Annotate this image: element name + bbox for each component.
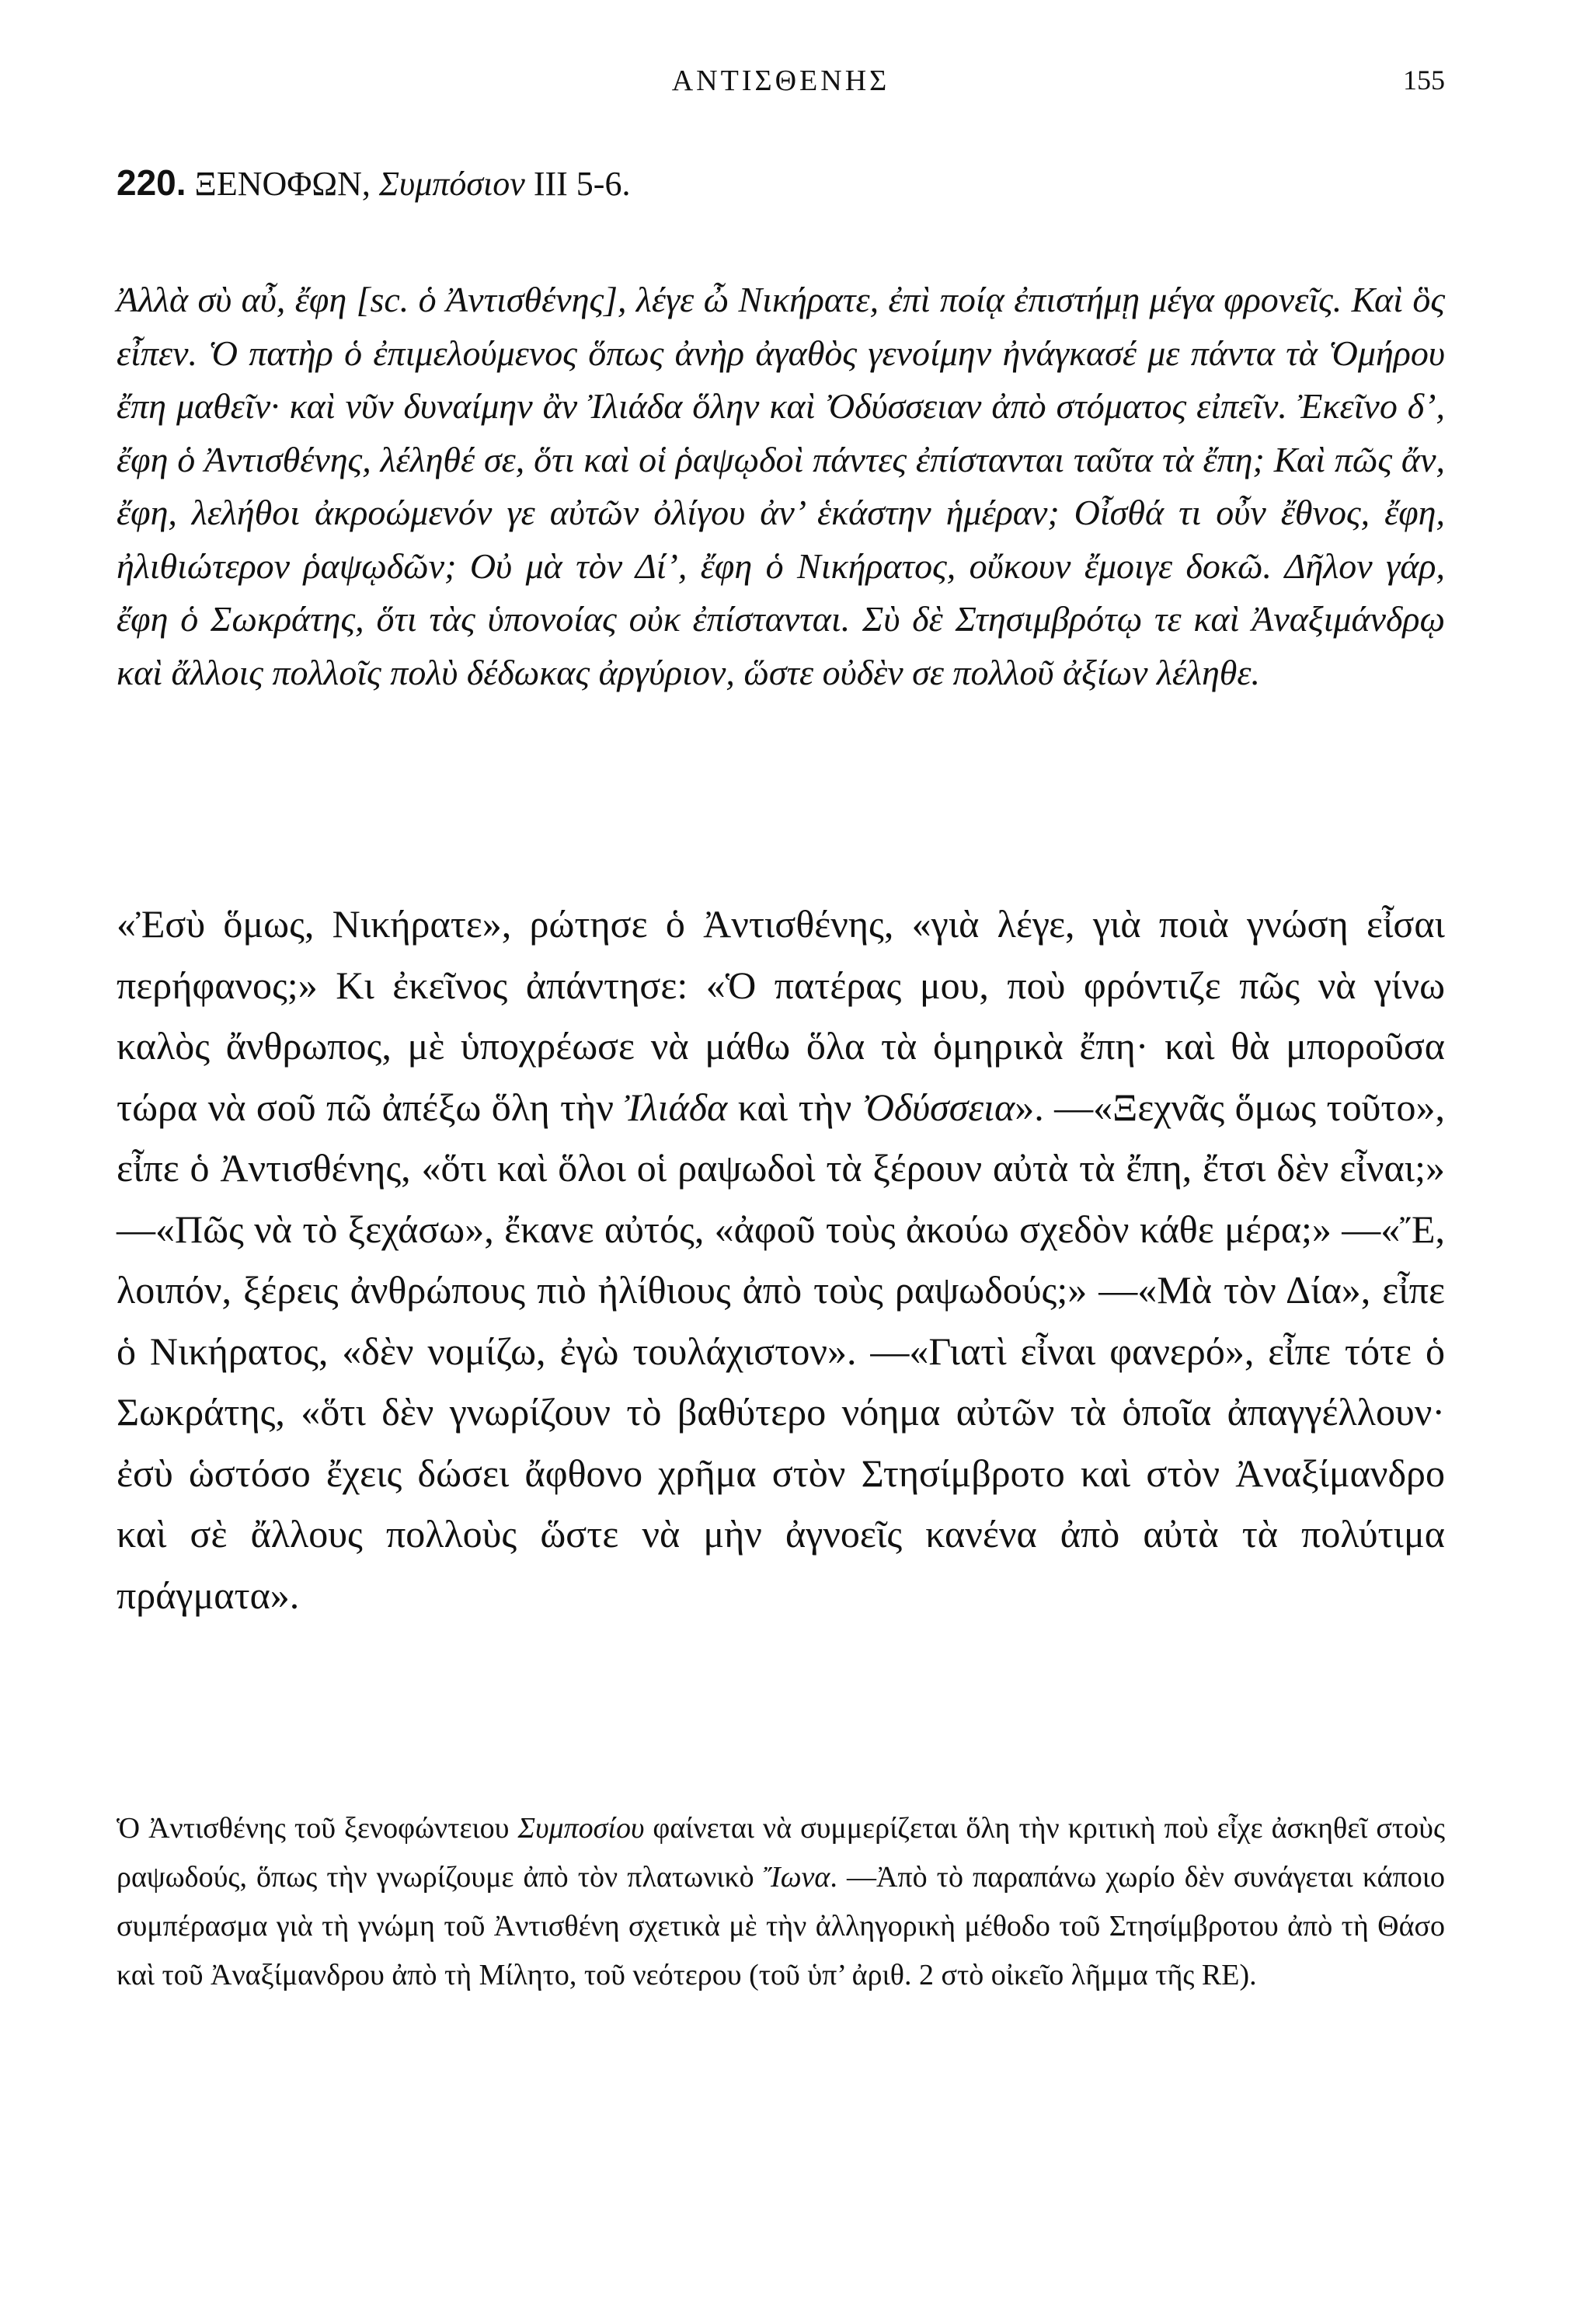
odyssey-title: Ὀδύσσεια [862,1085,1015,1129]
translation-conjunction: καὶ τὴν [727,1085,862,1129]
modern-greek-translation [117,894,1445,1625]
entry-reference: III 5-6. [533,165,631,203]
symposium-title: Συμποσίου [517,1812,645,1845]
commentary-part-1: Ὁ Ἀντισθένης τοῦ ξενοφώντειου [117,1812,518,1845]
entry-work-title: Συμπόσιον [378,165,525,203]
commentary-part-3: . —Ἀπὸ τὸ παραπάνω χωρίο δὲν συνάγεται κάποιο συμπέρασμα γιὰ τὴ γνώμη τοῦ Ἀντισθένη σχετικὰ μὲ τὴν ἀλληγορικὴ μέθοδο τοῦ Στησίμβροτου ἀπὸ τὴ Θάσο καὶ τοῦ Ἀναξίμανδρου ἀπὸ τὴ Μίλητο, τοῦ νεότερου (τοῦ ὑπ’ ἀριθ. 2 στὸ οἰκεῖο λῆμμα τῆς RE). [117,1861,1445,1991]
running-title: ΑΝΤΙΣΘΕΝΗΣ [671,64,890,97]
entry-heading [117,162,630,204]
entry-author: ΞΕΝΟΦΩΝ, [194,165,371,203]
book-page [117,0,1445,2324]
commentary-part-2: φαίνεται νὰ συμμερίζεται ὅλη τὴν κριτικὴ ποὺ εἶχε ἀσκηθεῖ στοὺς ραψωδούς, ὅπως τὴν γνωρίζουμε ἀπὸ τὸν πλατωνικὸ [117,1812,1445,1894]
page-number: 155 [1403,64,1445,96]
entry-number: 220. [117,162,186,203]
translation-part-1: «Ἐσὺ ὅμως, Νικήρατε», ρώτησε ὁ Ἀντισθένης, «γιὰ λέγε, γιὰ ποιὰ γνώση εἶσαι περήφανος;» Κι ἐκεῖνος ἀπάντησε: «Ὁ πατέρας μου, ποὺ φρόντιζε πῶς νὰ γίνω καλὸς ἄνθρωπος, μὲ ὑποχρέωσε νὰ μάθω ὅλα τὰ ὁμηρικὰ ἔπη· καὶ θὰ μποροῦσα τώρα νὰ σοῦ πῶ ἀπέξω ὅλη τὴν [117,902,1445,1129]
translation-part-2: ». —«Ξεχνᾶς ὅμως τοῦτο», εἶπε ὁ Ἀντισθένης, «ὅτι καὶ ὅλοι οἱ ραψωδοὶ τὰ ξέρουν αὐτὰ τὰ ἔπη, ἔτσι δὲν εἶναι;» —«Πῶς νὰ τὸ ξεχάσω», ἔκανε αὐτός, «ἀφοῦ τοὺς ἀκούω σχεδὸν κάθε μέρα;» —«Ἔ, λοιπόν, ξέρεις ἀνθρώπους πιὸ ἠλίθιους ἀπὸ τοὺς ραψωδούς;» —«Μὰ τὸν Δία», εἶπε ὁ Νικήρατος, «δὲν νομίζω, ἐγὼ τουλάχιστον». —«Γιατὶ εἶναι φανερό», εἶπε τότε ὁ Σωκράτης, «ὅτι δὲν γνωρίζουν τὸ βαθύτερο νόημα αὐτῶν τὰ ὁποῖα ἀπαγγέλλουν· ἐσὺ ὡστόσο ἔχεις δώσει ἄφθονο χρῆμα στὸν Στησίμβροτο καὶ στὸν Ἀναξίμανδρο καὶ σὲ ἄλλους πολλοὺς ὥστε νὰ μὴν ἀγνοεῖς κανένα ἀπὸ αὐτὰ τὰ πολύτιμα πράγματα». [117,1085,1445,1617]
ion-title: Ἴωνα [763,1861,830,1894]
ancient-greek-passage: Ἀλλὰ σὺ αὖ, ἔφη [sc. ὁ Ἀντισθένης], λέγε ὦ Νικήρατε, ἐπὶ ποίᾳ ἐπιστήμῃ μέγα φρονεῖς. Καὶ ὃς εἶπεν. Ὁ πατὴρ ὁ ἐπιμελούμενος ὅπως ἀνὴρ ἀγαθὸς γενοίμην ἠνάγκασέ με πάντα τὰ Ὁμήρου ἔπη μαθεῖν· καὶ νῦν δυναίμην ἂν Ἰλιάδα ὅλην καὶ Ὀδύσσειαν ἀπὸ στόματος εἰπεῖν. Ἐκεῖνο δ’, ἔφη ὁ Ἀντισθένης, λέληθέ σε, ὅτι καὶ οἱ ῥαψῳδοὶ πάντες ἐπίστανται ταῦτα τὰ ἔπη; Καὶ πῶς ἄν, ἔφη, λελήθοι ἀκροώμενόν γε αὐτῶν ὀλίγου ἀν’ ἑκάστην ἡμέραν; Οἶσθά τι οὖν ἔθνος, ἔφη, ἠλιθιώτερον ῥαψῳδῶν; Οὐ μὰ τὸν Δί’, ἔφη ὁ Νικήρατος, οὔκουν ἔμοιγε δοκῶ. Δῆλον γάρ, ἔφη ὁ Σωκράτης, ὅτι τὰς ὑπονοίας οὐκ ἐπίστανται. Σὺ δὲ Στησιμβρότῳ τε καὶ Ἀναξιμάνδρῳ καὶ ἄλλοις πολλοῖς πολὺ δέδωκας ἀργύριον, ὥστε οὐδὲν σε πολλοῦ ἀξίων λέληθε. [117,280,1445,692]
iliad-title: Ἰλιάδα [624,1085,728,1129]
running-head [117,64,1445,101]
commentary-note [117,1804,1445,2000]
